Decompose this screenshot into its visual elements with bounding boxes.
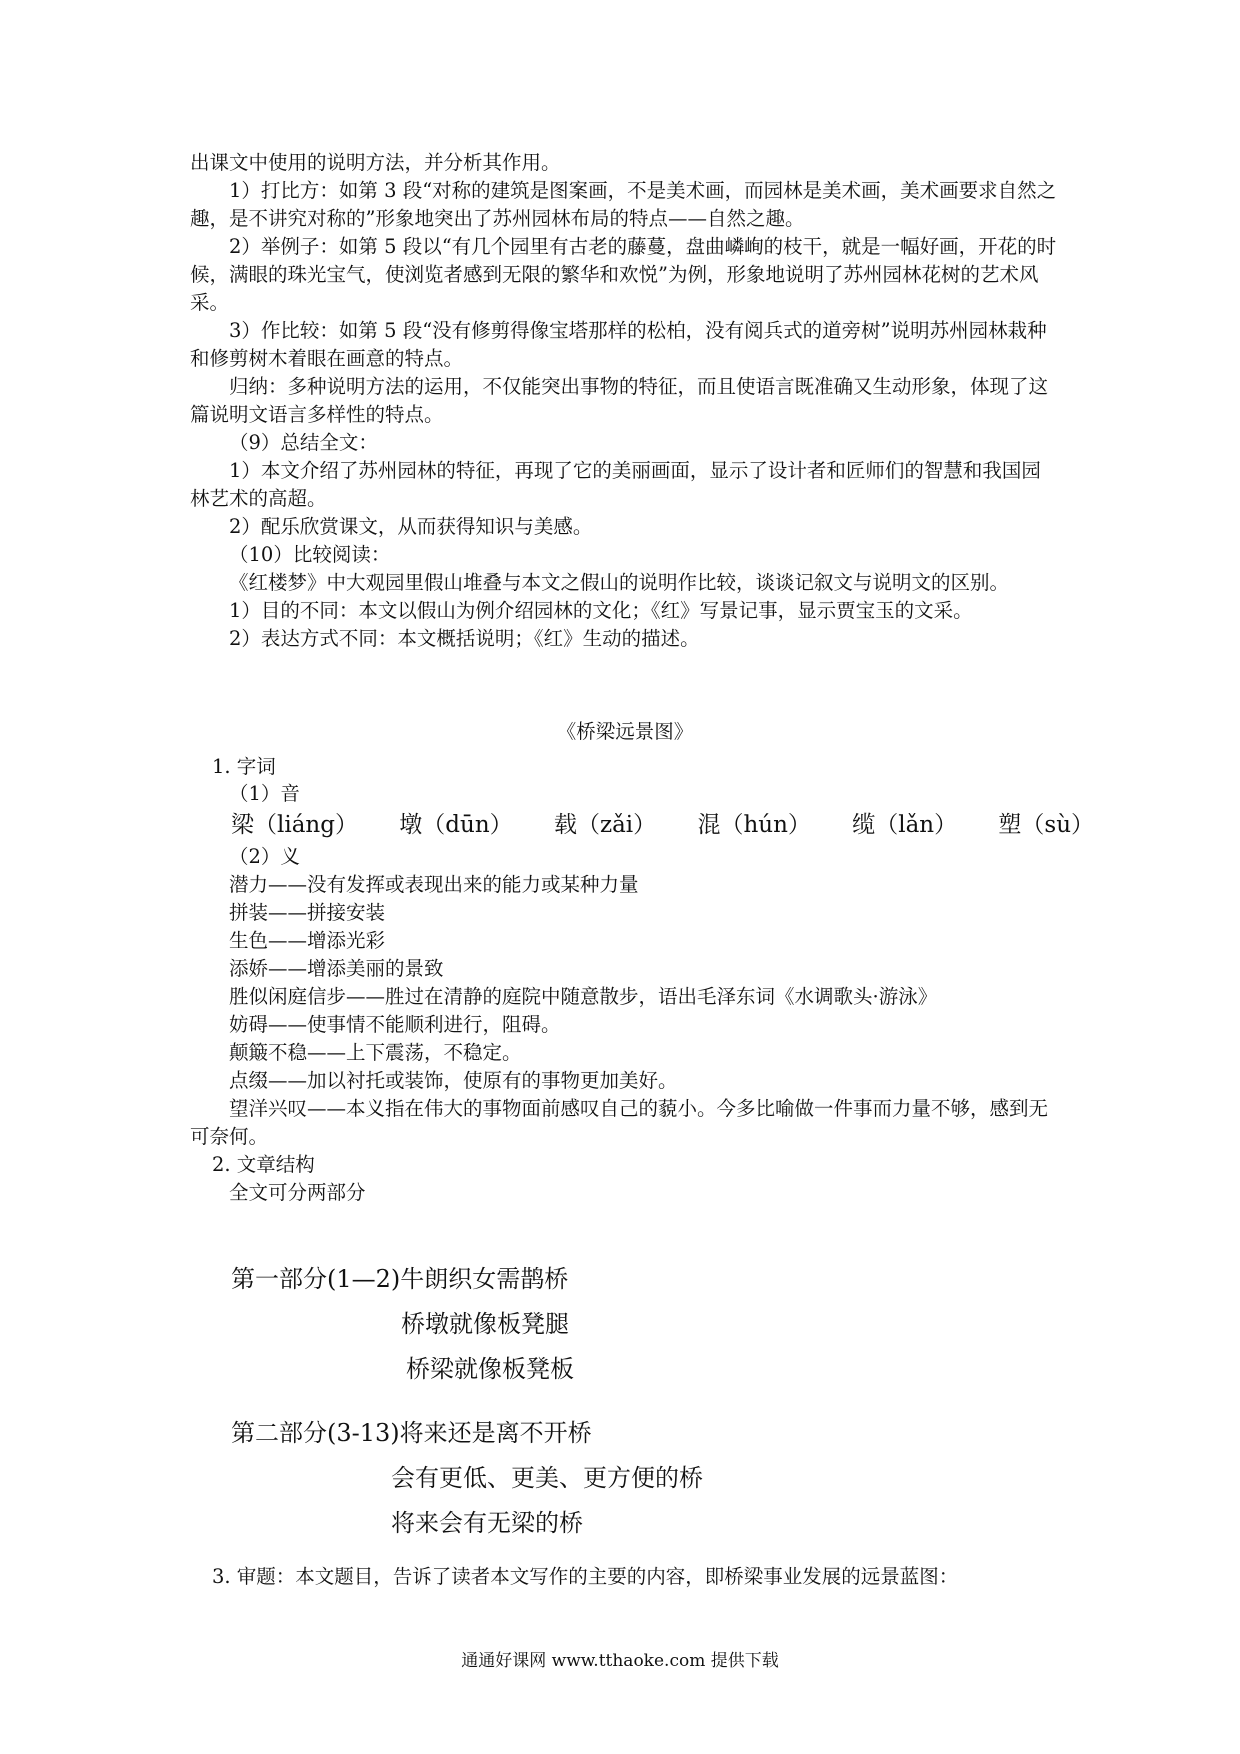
meaning-label: （2）义 [229, 845, 300, 868]
pinyin-list [231, 810, 1128, 840]
paragraph: 出课文中使用的说明方法，并分析其作用。 [190, 151, 561, 174]
paragraph: （9）总结全文： [229, 431, 378, 454]
lesson-title: 《桥梁远景图》 [556, 720, 694, 743]
sound-label: （1）音 [229, 782, 300, 805]
vocab-heading: 1. 字词 [212, 755, 276, 778]
paragraph: 2）配乐欣赏课文，从而获得知识与美感。 [229, 515, 593, 538]
topic-analysis: 3. 审题：本文题目，告诉了读者本文写作的主要的内容，即桥梁事业发展的远景蓝图： [212, 1565, 959, 1588]
paragraph: 1）打比方：如第 3 段“对称的建筑是图案画，不是美术画，而园林是美术画，美术画要求自然之趣，是不讲究对称的”形象地突出了苏州园林布局的特点——自然之趣。 [190, 179, 1057, 230]
pinyin-item: 载（zǎi） [553, 812, 657, 838]
meaning-section [190, 843, 1060, 1207]
structure-part-2-point: 会有更低、更美、更方便的桥 [391, 1464, 703, 1492]
vocab-entry: 点缀——加以衬托或装饰，使原有的事物更加美好。 [229, 1069, 678, 1092]
pinyin-item: 塑（sù） [998, 812, 1095, 838]
vocab-entry: 妨碍——使事情不能顺利进行，阻碍。 [229, 1013, 561, 1036]
vocab-entry: 望洋兴叹——本义指在伟大的事物面前感叹自己的藐小。今多比喻做一件事而力量不够，感到无可奈何。 [190, 1097, 1049, 1148]
vocab-entry: 颠簸不稳——上下震荡，不稳定。 [229, 1041, 522, 1064]
pinyin-item: 缆（lǎn） [852, 812, 958, 838]
paragraph: （10）比较阅读： [229, 543, 391, 566]
pinyin-item: 梁（liáng） [231, 812, 358, 838]
paragraph: 2）表达方式不同：本文概括说明；《红》生动的描述。 [229, 627, 700, 650]
structure-part-1-point: 桥梁就像板凳板 [406, 1355, 574, 1383]
structure-part-1-point: 桥墩就像板凳腿 [401, 1310, 569, 1338]
structure-part-2-point: 将来会有无梁的桥 [391, 1509, 583, 1537]
structure-part-1: 第一部分(1—2)牛朗织女需鹊桥 [231, 1265, 569, 1293]
method-analysis-section [190, 149, 1060, 653]
vocab-entry: 拼装——拼接安装 [229, 901, 386, 924]
structure-heading: 2. 文章结构 [212, 1153, 315, 1176]
paragraph: 1）目的不同：本文以假山为例介绍园林的文化；《红》写景记事，显示贾宝玉的文采。 [229, 599, 973, 622]
structure-intro: 全文可分两部分 [229, 1181, 366, 1204]
vocab-entry: 胜似闲庭信步——胜过在清静的庭院中随意散步，语出毛泽东词《水调歌头·游泳》 [229, 985, 938, 1008]
paragraph: 《红楼梦》中大观园里假山堆叠与本文之假山的说明作比较，谈谈记叙文与说明文的区别。 [229, 571, 1010, 594]
structure-part-2: 第二部分(3-13)将来还是离不开桥 [231, 1419, 592, 1447]
paragraph: 1）本文介绍了苏州园林的特征，再现了它的美丽画面，显示了设计者和匠师们的智慧和我国园林艺术的高超。 [190, 459, 1041, 510]
paragraph: 归纳：多种说明方法的运用，不仅能突出事物的特征，而且使语言既准确又生动形象，体现了这篇说明文语言多样性的特点。 [190, 375, 1049, 426]
pinyin-item: 混（hún） [697, 812, 811, 838]
vocab-entry: 生色——增添光彩 [229, 929, 386, 952]
vocab-entry: 潜力——没有发挥或表现出来的能力或某种力量 [229, 873, 639, 896]
paragraph: 3）作比较：如第 5 段“没有修剪得像宝塔那样的松柏，没有阅兵式的道旁树”说明苏州园林栽种和修剪树木着眼在画意的特点。 [190, 319, 1047, 370]
page-footer: 通通好课网 www.tthaoke.com 提供下载 [461, 1651, 779, 1671]
pinyin-item: 墩（dūn） [399, 812, 513, 838]
vocab-entry: 添娇——增添美丽的景致 [229, 957, 444, 980]
paragraph: 2）举例子：如第 5 段以“有几个园里有古老的藤蔓，盘曲嶙峋的枝干，就是一幅好画，开花的时候，满眼的珠光宝气，使浏览者感到无限的繁华和欢悦”为例，形象地说明了苏州园林花树的艺术风采。 [190, 235, 1057, 314]
